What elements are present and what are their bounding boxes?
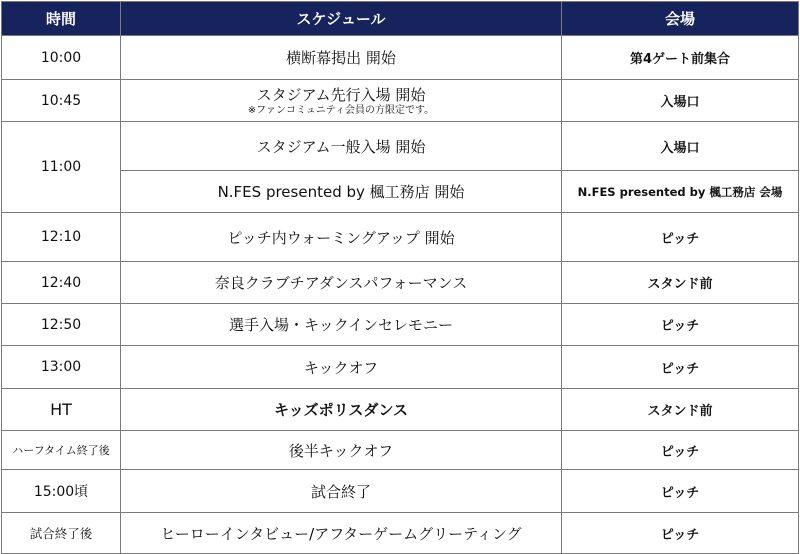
- venue-cell: 入場口: [562, 122, 799, 171]
- venue-cell: ピッチ: [562, 513, 799, 554]
- table-row: [2, 513, 799, 554]
- event-cell: 後半キックオフ: [121, 431, 562, 470]
- event-note: ※ファンコミュニティ会員の方限定です。: [247, 104, 435, 116]
- table-row: [2, 389, 799, 431]
- venue-cell: ピッチ: [562, 304, 799, 346]
- time-cell: 15:00頃: [2, 470, 121, 513]
- event-cell: キッズポリスダンス: [121, 389, 562, 431]
- venue-cell: スタンド前: [562, 262, 799, 304]
- table-row: [2, 470, 799, 513]
- table-row: [2, 346, 799, 389]
- table-row: [2, 171, 799, 213]
- header-schedule: スケジュール: [121, 2, 562, 36]
- event-cell: N.FES presented by 楓工務店 開始: [121, 171, 562, 213]
- venue-cell: ピッチ: [562, 470, 799, 513]
- venue-cell: ピッチ: [562, 346, 799, 389]
- time-cell: 12:50: [2, 304, 121, 346]
- table-row: [2, 431, 799, 470]
- event-text: スタジアム先行入場 開始: [256, 85, 426, 104]
- table-row: [2, 80, 799, 122]
- table-row: [2, 36, 799, 80]
- event-cell: ピッチ内ウォーミングアップ 開始: [121, 213, 562, 262]
- header-row: [2, 2, 799, 36]
- venue-cell: ピッチ: [562, 213, 799, 262]
- time-cell: 12:40: [2, 262, 121, 304]
- event-cell: ヒーローインタビュー/アフターゲームグリーティング: [121, 513, 562, 554]
- time-cell: 11:00: [2, 122, 121, 213]
- header-venue: 会場: [562, 2, 799, 36]
- table-row: [2, 122, 799, 171]
- table-row: [2, 262, 799, 304]
- event-cell: 横断幕掲出 開始: [121, 36, 562, 80]
- table-row: [2, 213, 799, 262]
- time-cell: 13:00: [2, 346, 121, 389]
- event-cell: 選手入場・キックインセレモニー: [121, 304, 562, 346]
- header-time: 時間: [2, 2, 121, 36]
- venue-cell: ピッチ: [562, 431, 799, 470]
- venue-cell: N.FES presented by 楓工務店 会場: [562, 171, 799, 213]
- venue-cell: 第4ゲート前集合: [562, 36, 799, 80]
- time-cell: ハーフタイム終了後: [2, 431, 121, 470]
- event-cell: 試合終了: [121, 470, 562, 513]
- time-cell: 10:00: [2, 36, 121, 80]
- venue-cell: 入場口: [562, 80, 799, 122]
- time-cell: 12:10: [2, 213, 121, 262]
- schedule-table: [1, 1, 799, 554]
- table-row: [2, 304, 799, 346]
- time-cell: HT: [2, 389, 121, 431]
- event-cell: スタジアム一般入場 開始: [121, 122, 562, 171]
- venue-cell: スタンド前: [562, 389, 799, 431]
- event-cell: キックオフ: [121, 346, 562, 389]
- time-cell: 10:45: [2, 80, 121, 122]
- time-cell: 試合終了後: [2, 513, 121, 554]
- event-cell: 奈良クラブチアダンスパフォーマンス: [121, 262, 562, 304]
- event-cell: [121, 80, 562, 122]
